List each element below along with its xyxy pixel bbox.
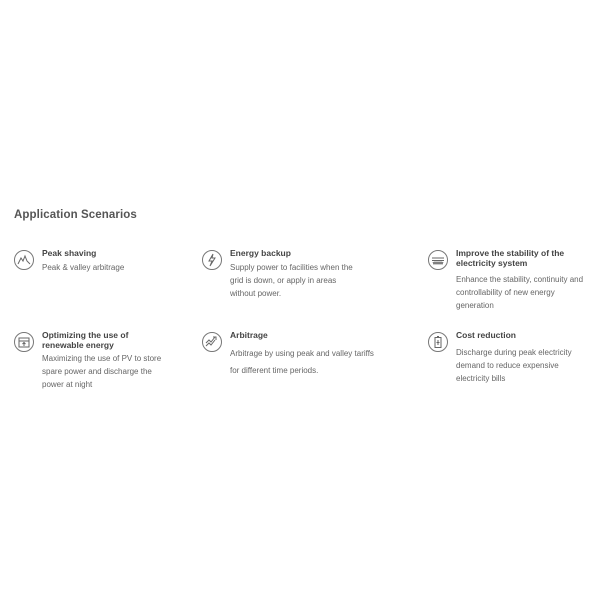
trend-arrow-icon (202, 332, 222, 352)
power-grid-icon (428, 250, 448, 270)
scenario-desc: Maximizing the use of PV to store spare power and discharge the power at night (42, 354, 162, 389)
scenario-title: Optimizing the use of renewable energy (42, 330, 129, 350)
mountain-peaks-icon (14, 250, 34, 270)
solar-panel-icon (14, 332, 34, 352)
scenario-desc: Enhance the stability, continuity and controllability of new energy generation (456, 275, 584, 310)
scenario-desc: Peak & valley arbitrage (42, 263, 125, 272)
scenario-desc: Arbitrage by using peak and valley tariffs for different time periods. (230, 349, 374, 375)
lightning-bolt-icon (202, 250, 222, 270)
section-title: Application Scenarios (14, 209, 137, 221)
scenario-title: Arbitrage (230, 330, 268, 340)
scenario-desc: Supply power to facilities when the grid is down, or apply in areas without power. (230, 263, 353, 298)
scenario-title: Peak shaving (42, 248, 97, 258)
scenario-desc: Discharge during peak electricity demand to reduce expensive electricity bills (456, 348, 572, 383)
scenario-title: Improve the stability of the electricity system (456, 248, 565, 268)
scenario-title: Energy backup (230, 248, 291, 258)
battery-cost-icon (428, 332, 448, 352)
scenario-title: Cost reduction (456, 330, 516, 340)
